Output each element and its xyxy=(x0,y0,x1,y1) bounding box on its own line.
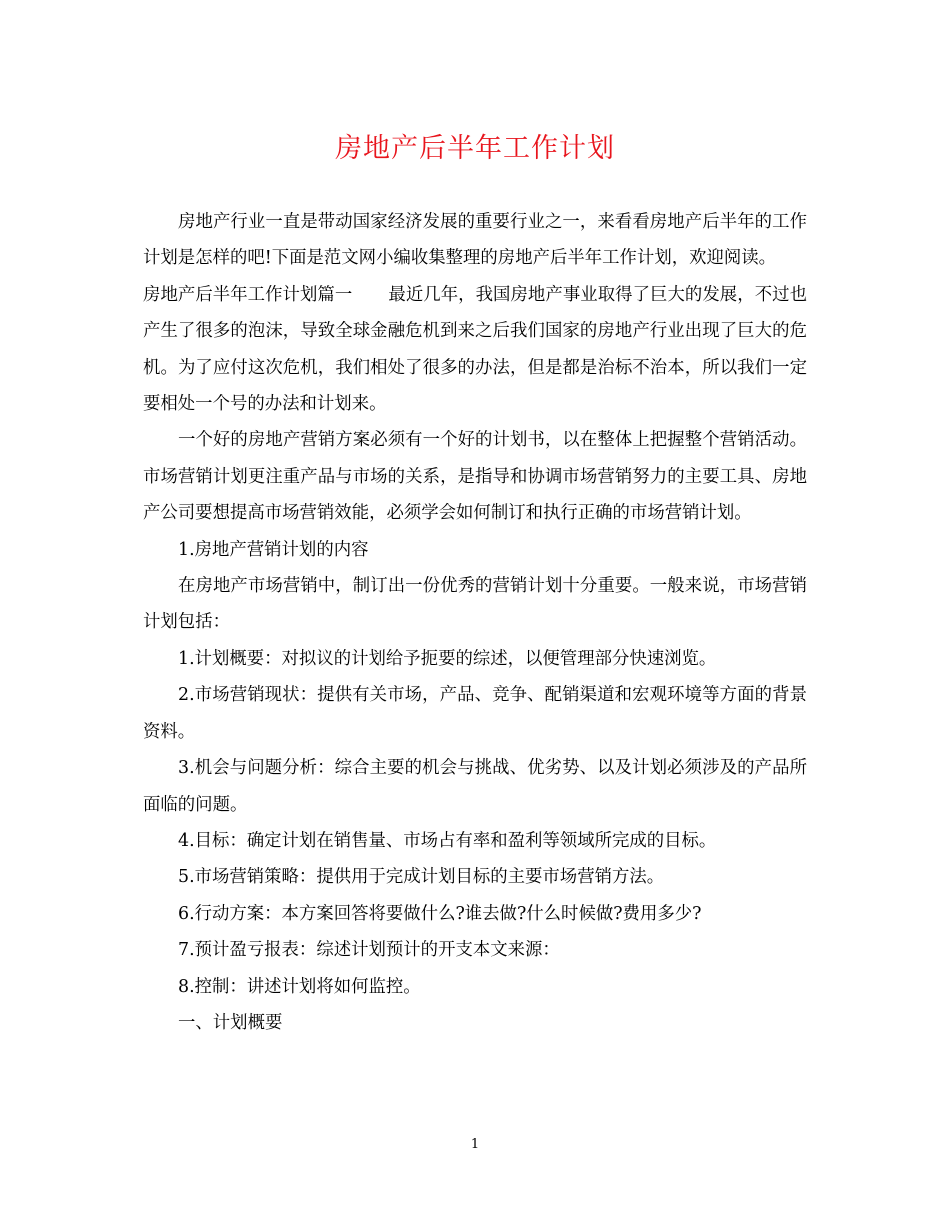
list-item: 6.行动方案：本方案回答将要做什么?谁去做?什么时候做?费用多少? xyxy=(178,903,702,924)
list-item: 3.机会与问题分析：综合主要的机会与挑战、优劣势、以及计划必须涉及的产品所面临的问题。 xyxy=(143,758,807,815)
list-item: 5.市场营销策略：提供用于完成计划目标的主要市场营销方法。 xyxy=(178,867,665,888)
list-item: 7.预计盈亏报表：综述计划预计的开支本文来源： xyxy=(178,940,560,961)
section-heading: 房地产后半年工作计划篇一 xyxy=(143,284,353,305)
document-title: 房地产后半年工作计划 xyxy=(335,133,615,164)
list-item: 2.市场营销现状：提供有关市场，产品、竞争、配销渠道和宏观环境等方面的背景资料。 xyxy=(143,685,807,742)
content-heading: 1.房地产营销计划的内容 xyxy=(178,539,369,560)
intro-paragraph: 房地产行业一直是带动国家经济发展的重要行业之一，来看看房地产后半年的工作计划是怎样的吧!下面是范文网小编收集整理的房地产后半年工作计划，欢迎阅读。 xyxy=(143,212,807,269)
document-body xyxy=(143,204,807,1041)
list-item: 1.计划概要：对拟议的计划给予扼要的综述，以便管理部分快速浏览。 xyxy=(178,648,717,669)
final-heading: 一、计划概要 xyxy=(178,1012,283,1033)
list-item: 8.控制：讲述计划将如何监控。 xyxy=(178,976,421,997)
section-paragraph xyxy=(143,277,807,423)
content-intro-paragraph: 在房地产市场营销中，制订出一份优秀的营销计划十分重要。一般来说，市场营销计划包括： xyxy=(143,576,807,633)
list-item: 4.目标：确定计划在销售量、市场占有率和盈利等领域所完成的目标。 xyxy=(178,830,717,851)
plan-book-paragraph: 一个好的房地产营销方案必须有一个好的计划书，以在整体上把握整个营销活动。市场营销计划更注重产品与市场的关系，是指导和协调市场营销努力的主要工具、房地产公司要想提高市场营销效能，必须学会如何制订和执行正确的市场营销计划。 xyxy=(143,430,807,524)
page-number: 1 xyxy=(470,1137,480,1152)
section-text: 最近几年，我国房地产事业取得了巨大的发展，不过也产生了很多的泡沫，导致全球金融危机到来之后我们国家的房地产行业出现了巨大的危机。为了应付这次危机，我们相处了很多的办法，但是都是治标不治本，所以我们一定要相处一个号的办法和计划来。 xyxy=(143,284,807,415)
